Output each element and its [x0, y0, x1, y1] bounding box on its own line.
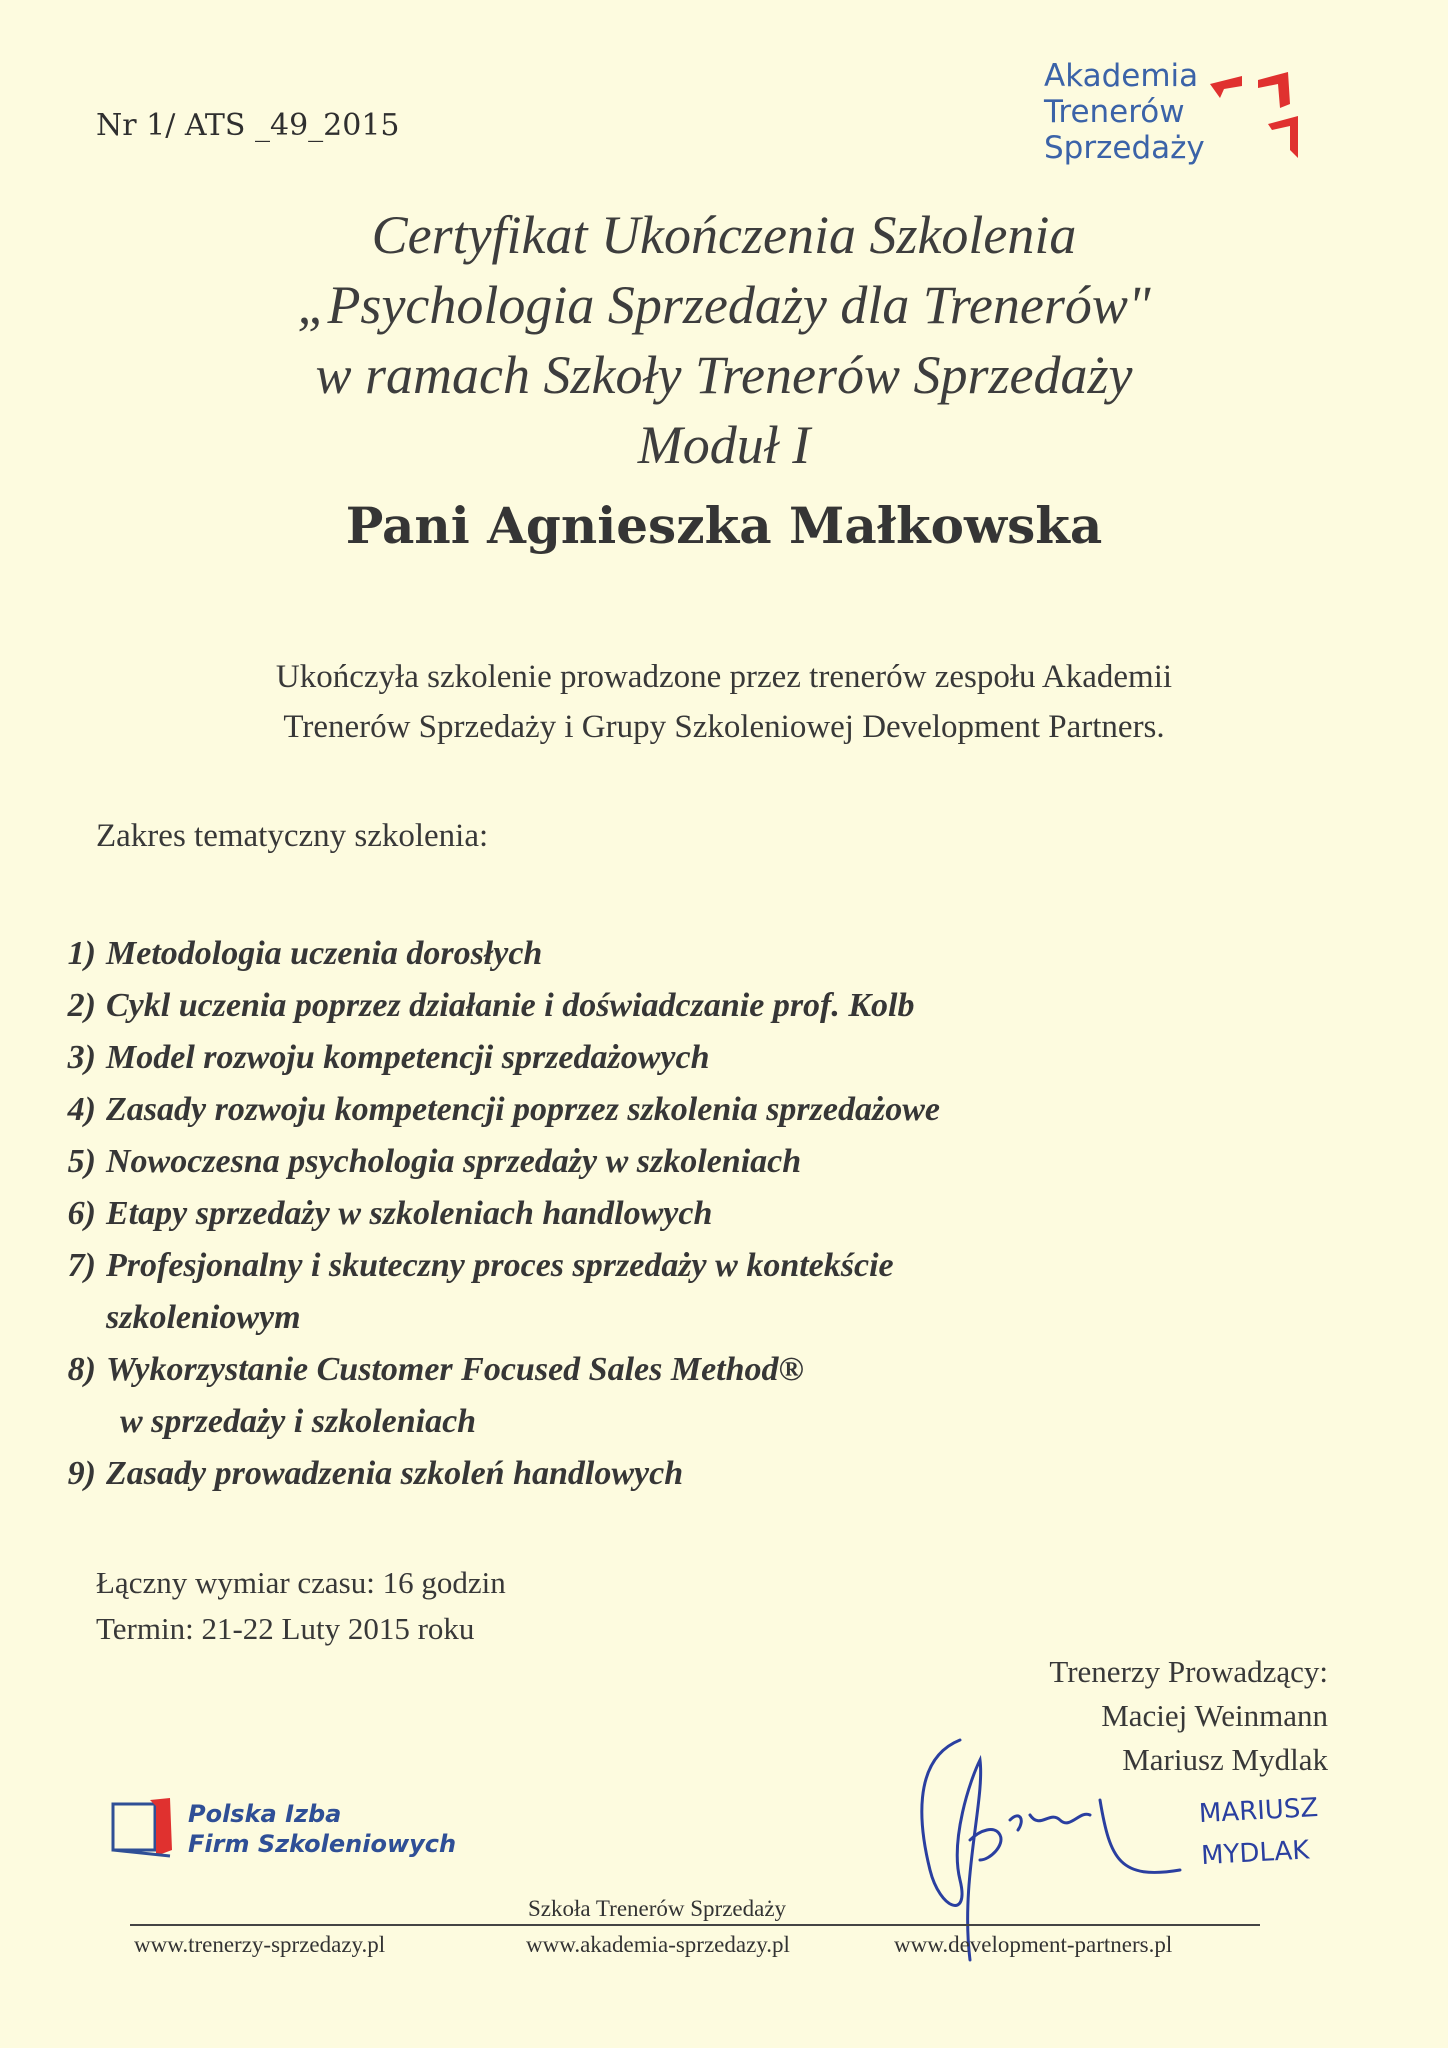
- topic-text: Zasady rozwoju kompetencji poprzez szkolenia sprzedażowe: [106, 1091, 940, 1128]
- topic-number: 9): [67, 1455, 96, 1492]
- certificate-number: Nr 1/ ATS _49_2015: [96, 108, 400, 143]
- topic-number: 4): [67, 1091, 96, 1128]
- pifs-logo: [110, 1798, 456, 1860]
- topic-text: [106, 1240, 1226, 1344]
- title-line-2: „Psychologia Sprzedaży dla Trenerów": [297, 275, 1151, 335]
- pifs-line-2: Firm Szkoleniowych: [188, 1830, 457, 1858]
- footer-link-trenerzy[interactable]: www.trenerzy-sprzedazy.pl: [134, 1932, 386, 1957]
- school-name: Szkoła Trenerów Sprzedaży: [528, 1896, 787, 1921]
- handwritten-name: [1198, 1787, 1322, 1877]
- list-item: [48, 1344, 1298, 1448]
- topic-number: 7): [67, 1247, 96, 1284]
- topic-text-line-1: Profesjonalny i skuteczny proces sprzedaży w kontekście: [106, 1247, 894, 1284]
- topic-text: Cykl uczenia poprzez działanie i doświadczanie prof. Kolb: [106, 987, 915, 1024]
- logo-line-1: Akademia: [1044, 58, 1199, 94]
- topic-number: 1): [67, 935, 96, 972]
- completion-line-1: Ukończyła szkolenie prowadzone przez trenerów zespołu Akademii: [275, 659, 1173, 695]
- logo-line-2: Trenerów: [1044, 94, 1185, 130]
- completion-line-2: Trenerów Sprzedaży i Grupy Szkoleniowej Development Partners.: [283, 709, 1165, 745]
- list-item: [48, 1448, 1298, 1500]
- topic-text: Metodologia uczenia dorosłych: [106, 935, 543, 972]
- handwritten-line-1: MARIUSZ: [1198, 1792, 1319, 1830]
- pifs-book-icon: [110, 1798, 176, 1860]
- duration-info: [96, 1560, 506, 1652]
- topic-text: [106, 1344, 1226, 1448]
- topic-text: Zasady prowadzenia szkoleń handlowych: [106, 1455, 684, 1492]
- title-line-3: w ramach Szkoły Trenerów Sprzedaży: [315, 345, 1133, 405]
- logo-line-3: Sprzedaży: [1044, 130, 1205, 166]
- scope-heading: Zakres tematyczny szkolenia:: [96, 818, 489, 854]
- topic-number: 6): [67, 1195, 96, 1232]
- list-item: [48, 1084, 1298, 1136]
- certificate-title: [0, 200, 1448, 556]
- list-item: [48, 1240, 1298, 1344]
- trainer-name: Maciej Weinmann: [1101, 1698, 1328, 1733]
- topic-number: 3): [67, 1039, 96, 1076]
- topic-text-line-2: szkoleniowym: [106, 1299, 301, 1336]
- title-line-4: Moduł I: [637, 415, 811, 475]
- footer-link-akademia[interactable]: www.akademia-sprzedazy.pl: [526, 1932, 790, 1957]
- recipient-name: Pani Agnieszka Małkowska: [345, 496, 1103, 555]
- footer-divider: [130, 1924, 1260, 1926]
- footer-link-development-partners[interactable]: www.development-partners.pl: [894, 1932, 1173, 1957]
- trainers-heading: Trenerzy Prowadzący:: [1049, 1654, 1328, 1689]
- topic-number: 2): [67, 987, 96, 1024]
- trainer-name: Mariusz Mydlak: [1122, 1742, 1328, 1777]
- pifs-line-1: Polska Izba: [188, 1800, 342, 1828]
- list-item: [48, 1136, 1298, 1188]
- list-item: [48, 1032, 1298, 1084]
- topic-text: Model rozwoju kompetencji sprzedażowych: [106, 1039, 710, 1076]
- list-item: [48, 980, 1298, 1032]
- completion-statement: [0, 652, 1448, 752]
- list-item: [48, 1188, 1298, 1240]
- topic-number: 5): [67, 1143, 96, 1180]
- topic-text: Etapy sprzedaży w szkoleniach handlowych: [106, 1195, 713, 1232]
- topic-text-line-1: Wykorzystanie Customer Focused Sales Method®: [106, 1351, 804, 1388]
- total-duration: Łączny wymiar czasu: 16 godzin: [96, 1565, 506, 1600]
- topic-text: Nowoczesna psychologia sprzedaży w szkoleniach: [106, 1143, 802, 1180]
- list-item: [48, 928, 1298, 980]
- topic-text-line-2: w sprzedaży i szkoleniach: [120, 1403, 477, 1440]
- handwritten-line-2: MYDLAK: [1200, 1835, 1311, 1872]
- title-line-1: Certyfikat Ukończenia Szkolenia: [371, 205, 1077, 265]
- logo-marks-icon: [1180, 72, 1310, 162]
- training-term: Termin: 21-22 Luty 2015 roku: [96, 1611, 475, 1646]
- topic-number: 8): [67, 1351, 96, 1388]
- topics-list: [48, 928, 1298, 1500]
